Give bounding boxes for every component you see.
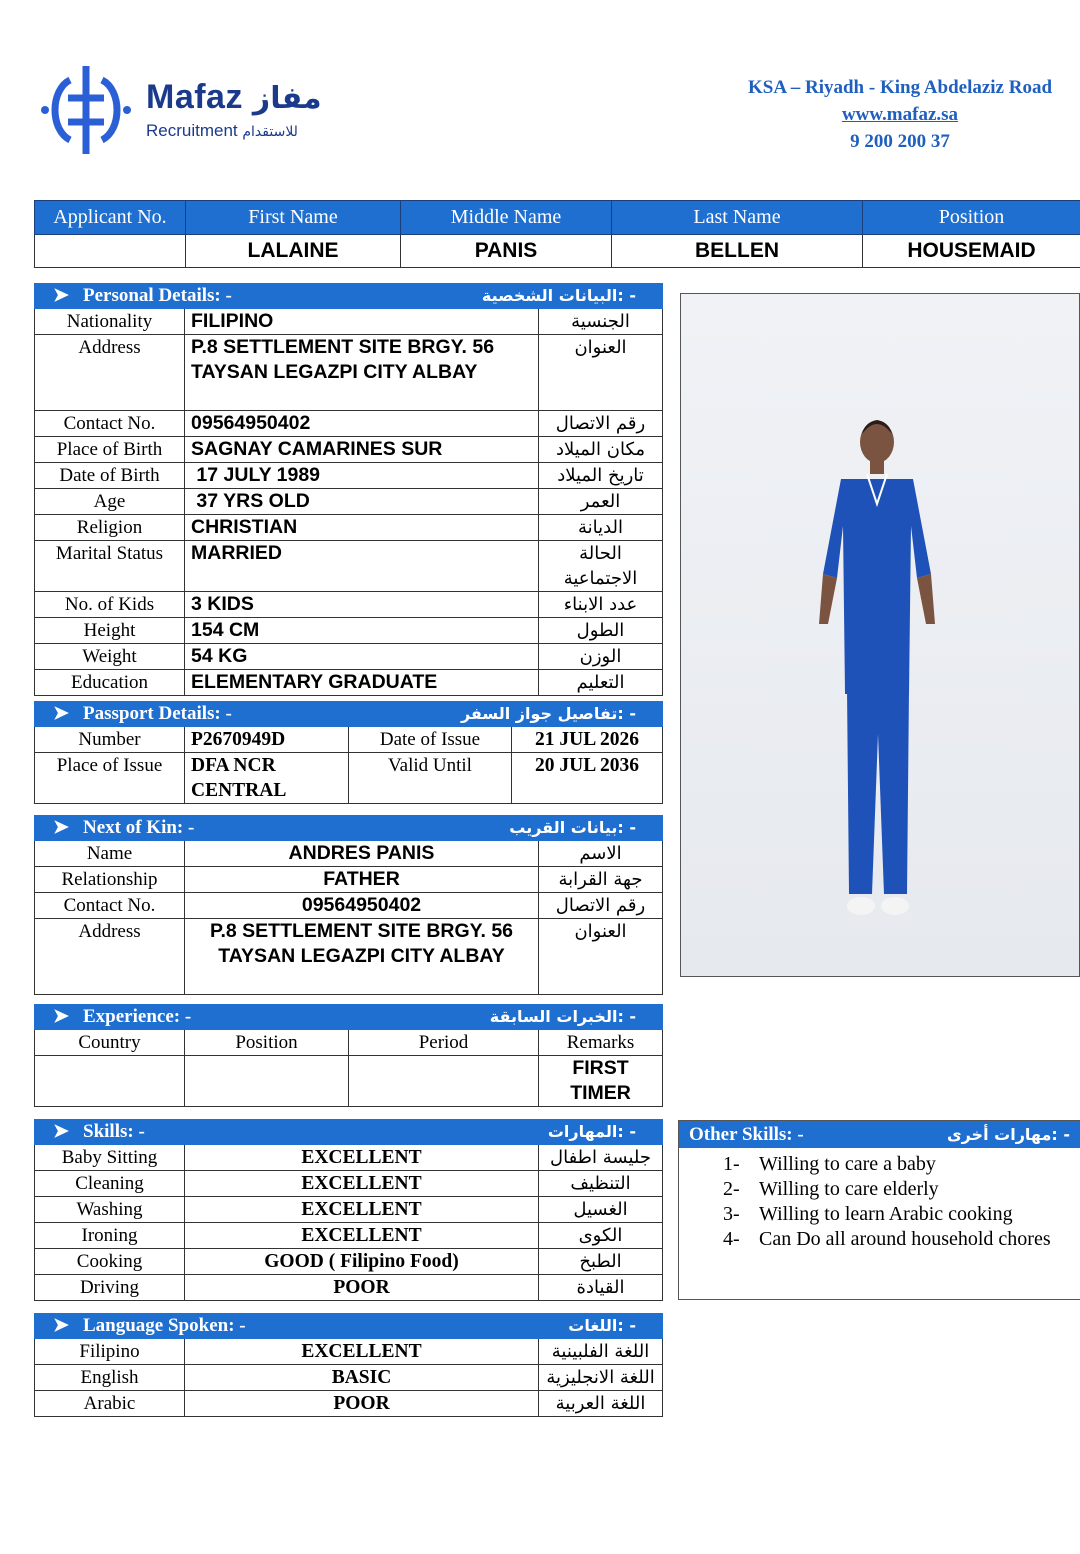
language-label: Arabic <box>35 1391 185 1417</box>
label-age: Age <box>35 489 185 515</box>
label-ar-kin-name: الاسم <box>539 841 663 867</box>
personal-details-header: ➤ Personal Details: - البيانات الشخصية: - <box>35 284 663 309</box>
label-weight: Weight <box>35 644 185 670</box>
label-place-of-issue: Place of Issue <box>35 753 185 804</box>
label-valid-until: Valid Until <box>349 753 512 804</box>
brand-name: Mafaz مفاز <box>146 78 322 116</box>
applicant-no <box>35 235 186 268</box>
header-last-name: Last Name <box>612 201 863 235</box>
value-religion: CHRISTIAN <box>185 515 539 541</box>
value-weight: 54 KG <box>185 644 539 670</box>
language-level: POOR <box>185 1391 539 1417</box>
middle-name: PANIS <box>401 235 612 268</box>
label-kids: No. of Kids <box>35 592 185 618</box>
language-label-ar: اللغة الانجليزية <box>539 1365 663 1391</box>
language-level: EXCELLENT <box>185 1339 539 1365</box>
skill-label: Washing <box>35 1197 185 1223</box>
header-applicant-no: Applicant No. <box>35 201 186 235</box>
label-ar-address: العنوان <box>539 335 663 411</box>
label-ar-weight: الوزن <box>539 644 663 670</box>
skills-header: ➤ Skills: - المهارات: - <box>35 1120 663 1145</box>
position: HOUSEMAID <box>863 235 1080 268</box>
skills-table <box>34 1119 663 1301</box>
skill-level: EXCELLENT <box>185 1223 539 1249</box>
language-label: English <box>35 1365 185 1391</box>
logo-mark <box>40 60 132 160</box>
passport-table <box>34 701 663 804</box>
label-marital-status: Marital Status <box>35 541 185 592</box>
first-name: LALAINE <box>186 235 401 268</box>
exp-country <box>35 1056 185 1107</box>
label-ar-kids: عدد الابناء <box>539 592 663 618</box>
label-ar-kin-contact: رقم الاتصال <box>539 893 663 919</box>
label-address: Address <box>35 335 185 411</box>
skill-level: EXCELLENT <box>185 1145 539 1171</box>
label-passport-number: Number <box>35 727 185 753</box>
label-kin-address: Address <box>35 919 185 995</box>
label-ar-religion: الديانة <box>539 515 663 541</box>
passport-header: ➤ Passport Details: - تفاصيل جواز السفر: - <box>35 702 663 727</box>
list-item: 4- Can Do all around household chores <box>723 1228 1051 1250</box>
skill-label: Driving <box>35 1275 185 1301</box>
label-kin-name: Name <box>35 841 185 867</box>
value-height: 154 CM <box>185 618 539 644</box>
skill-label-ar: الغسيل <box>539 1197 663 1223</box>
exp-position <box>185 1056 349 1107</box>
value-education: ELEMENTARY GRADUATE <box>185 670 539 696</box>
languages-table <box>34 1313 663 1417</box>
value-date-of-issue: 21 JUL 2026 <box>512 727 663 753</box>
skill-label-ar: الطبخ <box>539 1249 663 1275</box>
skill-label-ar: الكوى <box>539 1223 663 1249</box>
skill-level: GOOD ( Filipino Food) <box>185 1249 539 1275</box>
label-ar-date-of-birth: تاريخ الميلاد <box>539 463 663 489</box>
exp-period <box>349 1056 539 1107</box>
value-kin-name: ANDRES PANIS <box>185 841 539 867</box>
languages-header: ➤ Language Spoken: - اللغات: - <box>35 1314 663 1339</box>
applicant-table <box>34 200 1080 268</box>
value-contact: 09564950402 <box>185 411 539 437</box>
skill-level: POOR <box>185 1275 539 1301</box>
label-ar-marital-status: الحالة الاجتماعية <box>539 541 663 592</box>
skill-level: EXCELLENT <box>185 1197 539 1223</box>
list-item: 2- Willing to care elderly <box>723 1178 939 1200</box>
skill-label-ar: القيادة <box>539 1275 663 1301</box>
label-ar-education: التعليم <box>539 670 663 696</box>
language-level: BASIC <box>185 1365 539 1391</box>
label-ar-place-of-birth: مكان الميلاد <box>539 437 663 463</box>
header-first-name: First Name <box>186 201 401 235</box>
label-kin-contact: Contact No. <box>35 893 185 919</box>
header-position: Position <box>863 201 1080 235</box>
value-kin-address: P.8 SETTLEMENT SITE BRGY. 56 TAYSAN LEGAZPI CITY ALBAY <box>185 919 539 995</box>
value-marital-status: MARRIED <box>185 541 539 592</box>
value-age: 37 YRS OLD <box>185 489 539 515</box>
label-place-of-birth: Place of Birth <box>35 437 185 463</box>
skill-label: Cleaning <box>35 1171 185 1197</box>
value-address: P.8 SETTLEMENT SITE BRGY. 56 TAYSAN LEGAZPI CITY ALBAY <box>185 335 539 411</box>
list-item: 3- Willing to learn Arabic cooking <box>723 1203 1013 1225</box>
header-middle-name: Middle Name <box>401 201 612 235</box>
skill-label-ar: التنظيف <box>539 1171 663 1197</box>
label-nationality: Nationality <box>35 309 185 335</box>
website-link[interactable]: www.mafaz.sa <box>841 104 959 125</box>
person-figure-icon <box>681 294 1079 976</box>
label-contact: Contact No. <box>35 411 185 437</box>
phone-number: 9 200 200 37 <box>850 131 950 152</box>
label-height: Height <box>35 618 185 644</box>
value-valid-until: 20 JUL 2036 <box>512 753 663 804</box>
last-name: BELLEN <box>612 235 863 268</box>
list-item: 1- Willing to care a baby <box>723 1153 936 1175</box>
other-skills-header: Other Skills: - مهارات أخرى: - <box>679 1121 1080 1148</box>
next-of-kin-table <box>34 815 663 995</box>
other-skills-box <box>678 1120 1080 1300</box>
value-date-of-birth: 17 JULY 1989 <box>185 463 539 489</box>
value-place-of-birth: SAGNAY CAMARINES SUR <box>185 437 539 463</box>
language-label-ar: اللغة الفلبينية <box>539 1339 663 1365</box>
label-date-of-birth: Date of Birth <box>35 463 185 489</box>
contact-address: KSA – Riyadh - King Abdelaziz Road <box>747 77 1053 98</box>
label-date-of-issue: Date of Issue <box>349 727 512 753</box>
value-relationship: FATHER <box>185 867 539 893</box>
col-position: Position <box>185 1030 349 1056</box>
label-education: Education <box>35 670 185 696</box>
contact-block <box>700 74 1080 155</box>
skill-label: Ironing <box>35 1223 185 1249</box>
value-kin-contact: 09564950402 <box>185 893 539 919</box>
value-place-of-issue: DFA NCR CENTRAL <box>185 753 349 804</box>
col-remarks: Remarks <box>539 1030 663 1056</box>
skill-label: Baby Sitting <box>35 1145 185 1171</box>
value-passport-number: P2670949D <box>185 727 349 753</box>
label-ar-relationship: جهة القرابة <box>539 867 663 893</box>
experience-header: ➤ Experience: - الخبرات السابقة: - <box>35 1005 663 1030</box>
applicant-photo <box>680 293 1080 977</box>
label-ar-nationality: الجنسية <box>539 309 663 335</box>
col-period: Period <box>349 1030 539 1056</box>
label-relationship: Relationship <box>35 867 185 893</box>
label-ar-kin-address: العنوان <box>539 919 663 995</box>
skill-level: EXCELLENT <box>185 1171 539 1197</box>
label-religion: Religion <box>35 515 185 541</box>
language-label: Filipino <box>35 1339 185 1365</box>
value-nationality: FILIPINO <box>185 309 539 335</box>
language-label-ar: اللغة العربية <box>539 1391 663 1417</box>
col-country: Country <box>35 1030 185 1056</box>
label-ar-height: الطول <box>539 618 663 644</box>
label-ar-age: العمر <box>539 489 663 515</box>
value-kids: 3 KIDS <box>185 592 539 618</box>
exp-remarks: FIRST TIMER <box>539 1056 663 1107</box>
skill-label-ar: جليسة اطفال <box>539 1145 663 1171</box>
experience-table <box>34 1004 663 1107</box>
next-of-kin-header: ➤ Next of Kin: - بيانات القريب: - <box>35 816 663 841</box>
brand-subtitle: Recruitment للاستقدام <box>146 121 298 140</box>
personal-details-table <box>34 283 663 696</box>
skill-label: Cooking <box>35 1249 185 1275</box>
label-ar-contact: رقم الاتصال <box>539 411 663 437</box>
